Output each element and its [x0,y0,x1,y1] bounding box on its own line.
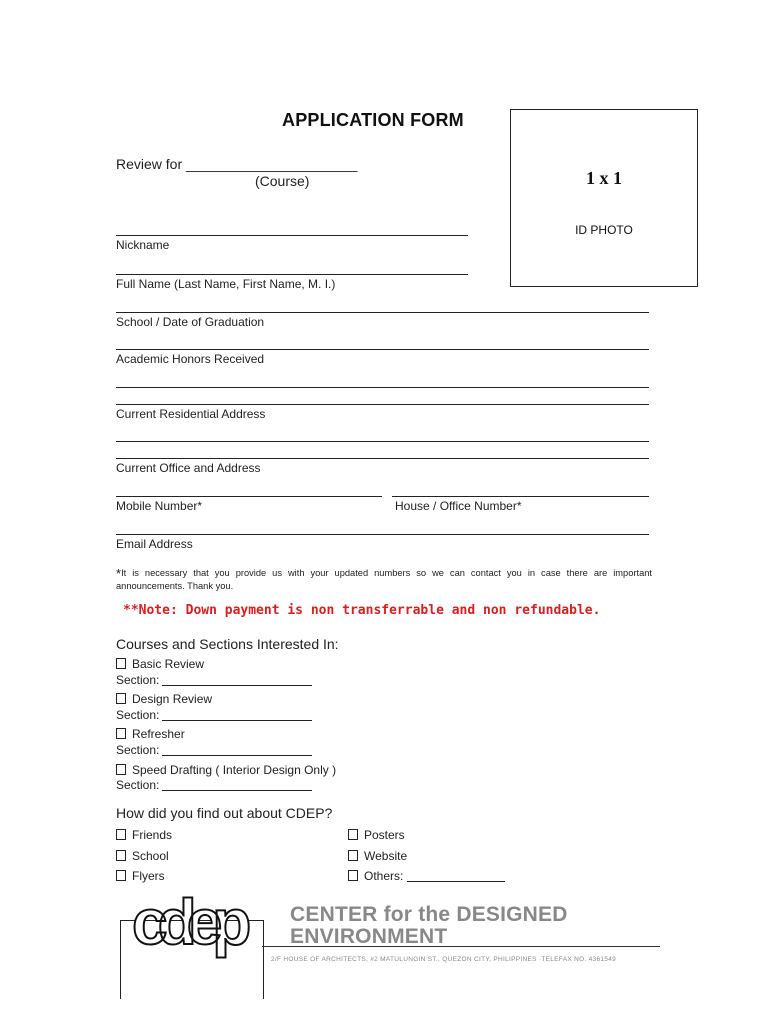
review-for-label: Review for ______________________ [116,156,358,172]
honors-label: Academic Honors Received [116,352,265,366]
mobile-line[interactable] [116,496,382,497]
section-line[interactable] [162,745,312,756]
checkbox-icon[interactable] [116,728,126,739]
id-photo-box [510,109,698,287]
payment-note: **Note: Down payment is non transferrable and non refundable. [123,603,601,618]
checkbox-icon[interactable] [348,850,358,861]
checkbox-icon[interactable] [348,870,358,881]
office-line-2[interactable] [116,458,649,459]
course-option[interactable] [116,763,336,777]
organization-name [290,904,568,948]
footnote [116,567,652,592]
email-line[interactable] [116,534,649,535]
source-option[interactable] [348,849,407,863]
source-option[interactable] [116,869,165,883]
email-label: Email Address [116,537,193,551]
source-option[interactable] [116,849,169,863]
source-option-label: Website [364,849,408,863]
residential-line-2[interactable] [116,404,649,405]
office-line-1[interactable] [116,441,649,442]
source-option-label: Others: [364,869,404,883]
checkbox-icon[interactable] [116,693,126,704]
source-option[interactable] [116,828,172,842]
office-label: Current Office and Address [116,461,261,475]
course-option-label: Speed Drafting ( Interior Design Only ) [132,763,337,777]
section-line[interactable] [162,780,312,791]
source-option-label: Friends [132,828,173,842]
courses-heading: Courses and Sections Interested In: [116,636,339,652]
section-label: Section: [116,673,160,687]
organization-name-line2: ENVIRONMENT [290,925,448,948]
logo-rule [262,946,660,947]
cdep-logo-icon [130,886,290,966]
photo-caption: ID PHOTO [575,223,633,237]
honors-line[interactable] [116,349,649,350]
source-option[interactable] [348,869,505,883]
section-label: Section: [116,708,160,722]
course-label: (Course) [255,173,310,189]
checkbox-icon[interactable] [116,850,126,861]
nickname-label: Nickname [116,238,170,252]
course-option-label: Basic Review [132,657,205,671]
school-line[interactable] [116,312,649,313]
form-title: APPLICATION FORM [282,110,464,130]
section-field[interactable] [116,673,312,687]
residential-label: Current Residential Address [116,407,266,421]
section-field[interactable] [116,743,312,757]
house-line[interactable] [392,496,649,497]
source-option[interactable] [348,828,405,842]
section-line[interactable] [162,710,312,721]
checkbox-icon[interactable] [116,764,126,775]
course-option[interactable] [116,727,185,741]
nickname-line[interactable] [116,235,468,236]
organization-name-line1: CENTER for the DESIGNED [290,903,568,926]
house-label: House / Office Number* [395,499,522,513]
section-label: Section: [116,778,160,792]
section-line[interactable] [162,675,312,686]
section-field[interactable] [116,708,312,722]
source-option-label: School [132,849,169,863]
checkbox-icon[interactable] [116,658,126,669]
source-heading: How did you find out about CDEP? [116,805,333,821]
others-line[interactable] [407,871,505,882]
checkbox-icon[interactable] [348,829,358,840]
footnote-star: * [116,566,122,581]
course-option[interactable] [116,692,212,706]
course-option[interactable] [116,657,204,671]
photo-size-label: 1 x 1 [586,168,622,188]
checkbox-icon[interactable] [116,829,126,840]
source-option-label: Flyers [132,869,165,883]
course-option-label: Refresher [132,727,185,741]
full-name-label: Full Name (Last Name, First Name, M. I.) [116,277,336,291]
residential-line-1[interactable] [116,387,649,388]
source-option-label: Posters [364,828,405,842]
section-field[interactable] [116,778,312,792]
address-line: 2/F HOUSE OF ARCHITECTS, #2 MATULUNGIN ST., QUEZON CITY, PHILIPPINES ·TELEFAX NO. 4361549 [271,956,617,963]
svg-text:cdep: cdep [132,886,242,958]
full-name-line[interactable] [116,274,468,275]
school-label: School / Date of Graduation [116,315,265,329]
section-label: Section: [116,743,160,757]
mobile-label: Mobile Number* [116,499,203,513]
footnote-text: It is necessary that you provide us with your updated numbers so we can contact you in case there are important announcements. Thank you. [116,568,652,591]
course-option-label: Design Review [132,692,213,706]
checkbox-icon[interactable] [116,870,126,881]
